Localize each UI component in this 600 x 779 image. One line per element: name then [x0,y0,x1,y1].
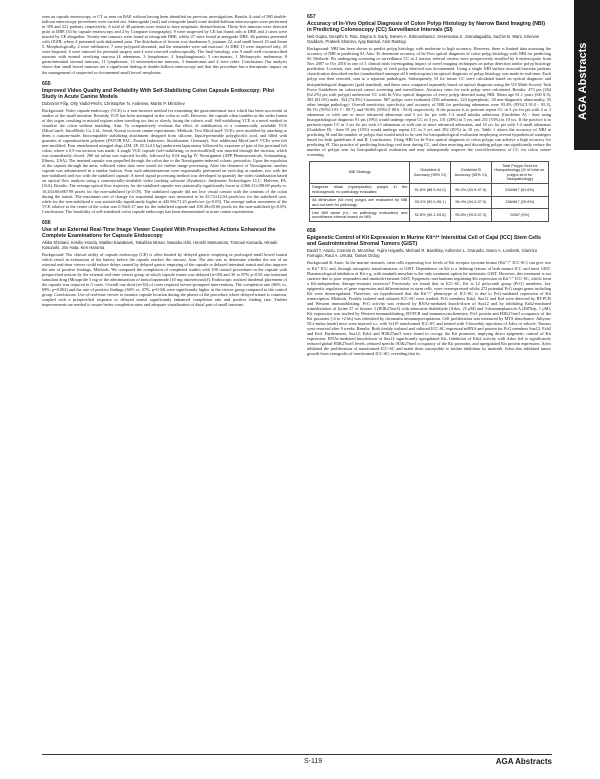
abstract-title: Accuracy of In-Vivo Optical Diagnosis of Colon Polyp Histology by Narrow Band Imaging (NBI) in Predicting Colonoscopy (CC) Surveillance Intervals (SI) [307,21,545,34]
table-cell: All diminutive (≤5 mm) polyps are evaluated by NBI and not sent for pathology [310,196,410,209]
abstract-number: 656 [42,219,51,226]
table-cell: 534/867 (61.6%) [491,183,548,196]
table-cell: 92.8% (90.1-94.8) [410,209,451,222]
abstract-number: 657 [307,14,316,20]
table-cell: 96.4% (94.2-97.9) [451,196,492,209]
table-row [310,183,549,196]
table-row [310,196,549,209]
abstract-authors: Akiko Shiotani, Kimiko Honda, Makiko Kawakami, Takahisa Murao, Manabu Ishii, Hiroshi Matsumoto, Tomoari Kamada, Hiroaki Kusunoki, Jiro Hata, Ken Haruma [42,239,278,250]
table-row [310,209,549,222]
nbi-table [309,161,549,222]
journal-name: AGA Abstracts [495,757,552,766]
abstract-authors: David T. Asuzu, Cosmin D. McArthur, Yujiro Hayashi, Michael R. Bardsley, Adrienne L. Granado, Gwen A. Lomberk, Gianrico Farrugia, Raul A. Urrutia, Tamas Ordog [307,248,538,259]
abstract-body: Background: Video capsule endoscopy (VCE) is a non-invasive method for examining the gastrointestinal tract which has been successful in studies of the small intestine. Recently VCE has been attempted in the colon as well. However, the capsule often tumbles in the wider lumen of this organ, resulting in missed regions when traveling too fast or slowly facing the colonic wall. Self-stabilizing VCE is a novel method to visualize the colon without tumbling. Aim: To comparatively evaluate the effect of stabilization of a commercially available VCE (MiroCam®, IntroMedic Co. Ltd., Seoul, Korea) in acute canine experiments. Methods: Two MiroCam® VCEs were modified by attaching to them a custom-made, biocompatible stabilizing attachment designed from silicone, liquid-permeable polyglycolic acid, and filled with granules of superabsorbent polymer (FAVOR PAC, Evonik Industries, Stockhausen, Germany). Two additional MiroCam® VCEs were left non-modified. Four anesthetized mongrel dogs (2M, 2F, 25.3±4.5 kg) underwent laparotomy followed by exposure of part of the proximal left colon, where a 0.5-cm incision was made. A single VCE capsule (self-stabilizing, or non-modified) was inserted through the incision, which was immediately closed. 200 ml saline was injected locally, followed by 0.04 mg/kg IV Neostigmine (APP Pharmaceuticals, Schaumburg, Illinois, USA). The inserted capsule was propelled through the colon due to the Neostigmine-induced colonic peristalsis. Upon the expulsion of the capsule through the anus, collected video data were stored for further image processing. After the clearance of Neostigmine, another capsule was administered in a similar fashion. Four such administrations were sequentially performed on each dog at random, two with the non-stabilized and two with the stabilized capsule. A novel signal processing method was developed to quantify the video stabilization based on optical flow analysis using a commercially-available video tracking software (Synthetyx: Andreasen Technologies LLC, Malvern, PA, USA). Results: The average optical flow trajectory for the stabilized capsule was statistically significantly lower at 4.066.21±188.69 pixels vs. 10,434.66±867.98 pixels for the non-stabilized (p<0.05). The stabilized capsule did not lose visual contact with the contents of the colon during the transit. The maximum rate of change for sequential images was measured to be 43.72±12.04 pixels/sec for the stabilized case, while for the non-stabilized it was statistically significantly higher at 445.96±71.23 pixels/sec (p<0.05). The average radius movement of the VCE relative to the center of the colon was 0.94±0.27 mm for the stabilized capsule and 100.38±49.66 pixels for the non-stabilized (p<0.05). Conclusions: The feasibility of self-stabilized colon capsule endoscopy has been demonstrated in acute canine experiments. [42,107,287,214]
table-header: NBI Strategy [310,162,410,184]
abstract-title: Use of an External Real-Time Image Viewer Coupled With Prespecified Actions Enhanced the Complete Examinations for Capsule Endoscopy [42,226,276,239]
abstract-body: Background: NBI has been shown to predict polyp histology with moderate to high accuracy. However, there is limited data assessing the accuracy of NBI in predicting SI. Aim: To determine accuracy of In-Vivo optical diagnosis of colon polyp histology with NBI for predicting SI. Methods: Pts undergoing screening or surveillance CC at 2 tertiary referral centers were prospectively enrolled by 6 endoscopists from Nov 2007 to Oct 2010 in one of 3 clinical trials investigating impact of novel imaging techniques on polyp detection and/or polyp histology prediction. Location, size, and morphology of each polyp detected was documented. Using a single NBI surface mucosal/vascular patterns classification described earlier (standardized amongst all 6 endoscopists) an optical diagnosis of polyp histology was made in real-time. Each polyp was then resected, sent to a separate pathologist. Subsequently, SI for future CC were calculated based on optical diagnosis and histopathological diagnosis (gold standard), and these were compared separately based on optical diagnosis using the US Multi-Society Task Force Guidelines on colorectal cancer screening and surveillance. Accuracy rates for each polyp were calculated. Results: 473 pts (264 (62.2%) pts with polyps) underwent CC with In-Vivo optical diagnosis of every polyp detected using NBI. Mean age 61.1 years (SD 8.3), 383 (81.0%) male, 354 (74.8%) Caucasian. 867 polyps were evaluated (356 adenomas, 224 hyperplastic, 30 non-diagnostic abnormality, 35 other benign pathology). Overall sensitivity, specificity, and accuracy of NBI for predicting adenomas were 93.4% (95%CI 91.0 - 95.3), 86.1% (95%CI 81.7 - 89.7), and 90.8% (95%CI 88.6 - 92.6) respectively. If the practice is to perform repeat CC in 3 yrs for pts with 2 or 3 adenomas or with one or more advanced adenomas and 5 yrs for pts with 1-2 small tubular adenomas (Guideline A) - then using histopathological diagnosis 91 pts (19%) would undergo repeat CC in 3 yrs, 131 (28%) in 5 yrs, and 251 (53%) in 10 yrs. If the practice is to perform repeat CC in 3 yrs for pts with ≥3 adenomas or with one or more advanced adenomas, and 10 yrs for pts with 1-2 small adenomas (Guideline B) - then 91 pts (19%) would undergo repeat CC in 3 yrs and 382 (81%) in 10 yrs. Table 1 shows the accuracy of NBI in predicting SI and the number of polyps that would need to be sent for histopathological evaluation employing several hypothetical strategies based for both guidelines A and B. Conclusions: Using NBI for In-Vivo optical diagnosis of colon polyps can achieve a high accuracy for predicting SI. This practice of predicting histology real time during CC, and then resecting and discarding polyps can significantly reduce the number of polyps sent for histopathological evaluation and may subsequently improve the cost-effectiveness of CC for colon cancer screening. [307,46,551,158]
abstract-number: 655 [42,80,51,87]
abstract-body: Background: The clinical utility of capsule endoscopy (CE) is often limited by delayed gastric emptying or prolonged small bowel transit which result in exhaustion of the battery before the capsule reaches the caecum. Aim: The aim was to determine whether the use of an external real-time viewer could reduce delays caused by delayed gastric emptying of the capsule or delayed intestinal transit and also improve the rate of positive findings. Methods: We compared the completion of completed studies with 100 control procedures in the capsule with prespecified actions by the external real-time viewer group in which capsule transit was delayed (n=49) and 36 vs 87% p<0.05 one intestinal stimulant drug (Mosapride 5 mg or the administration of metoclopramide (10 mg intravenously)). Endoscopic assisted duodenal placement of the capsule was required in 3 cases. Overall one third (n=33) of cases required viewer-prompted interventions. The completion rate (86% vs. 69%, p=0.002) and the rate of positive findings (60% vs. 47%, p=0.04) were significantly higher in the viewer group compared to the control group. Conclusions: Use of real-time viewer to monitor capsule location during the phases of the procedure where delayed transit is common, coupled with a prespecified response to delayed transit significantly enhanced completion rate and positive finding rate. Further improvements are needed to assure better completion rates and adequate visualization of distal part of small intestine. [42,251,287,308]
abstract-657 [307,14,551,157]
abstract-body: Background & Aims: In the murine stomach, stem cells expressing low levels of Kit receptor tyrosine kinase (Kit⁺/⁺ ICC-SC) can give rise to Kit⁺ ICC and, through oncogenic transformation, to GIST. Dependence on Kit is a defining feature of both mature ICC and most GIST. Pharmacological inhibition of Kit e.g. with imatinib mesylate is the only treatment option for metastatic GIST. However, this treatment is not curative due to poor responders and imatinib-resistant GIST. Epigenetic mechanisms regulating Kit expression in Kit⁺/⁺ ICC-SC, which form a Kit-independent, therapy-resistant reservoir? Previously we found that in ICC-SC, Kit is 12 polycomb group (PcG) members, key epigenetic regulators of gene expression and differentiation in stem cells, were overexpressed whilst 272 potential PcG target genes including Kit were downregulated. Therefore, we hypothesized that the Kit⁺/⁺ phenotype of ICC-SC is due to PcG-mediated repression of Kit transcription. Methods: Freshly isolated and cultured ICC-SC were studied. PcG members Ezh2, Suz12 and Eed were detected by RT-PCR and Western immunoblotting. PcG activity was reduced by RNAi-mediated knock-down of Suz12 and by inhibiting Ezh2-mediated trimethylation of lysine 27 of histone 3 (H3K27me3) with adenosine dialdehyde (Adox, 25 μM) and 3-deazaneplanocin A (DZNep, 1 μM). Kit expression was studied by Western immunoblotting, RT-PCR and immunocytochemistry. PcG protein and H3K27me3 occupancy of the Kit promoter (-4 to +2 kb) was identified by chromatin immunoprecipitation. Cell proliferation was measured by MTS absorbance. Athymic NCr-nu/nu (nude) mice were injected s.c. with 5x10⁶ transformed ICC-SC and treated with 3 biweekly injections of Adox or vehicle. Tumors were resected after 9 weeks. Results: Both freshly isolated and cultured ICC-SC expressed mRNA and protein for PcG members Suz12, Ezh2 and Eed. Furthermore, Suz12, Ezh2 and H3K27me3 were found to occupy the Kit promoter, implying direct epigenetic control of Kit expression. RNAi-mediated knockdown of Suz12 significantly upregulated Kit. Inhibition of Ezh2 activity with Adox led to significantly reduced global H3K27me3 levels, reduced specific H3K27me3 occupancy of the Kit promoter, and upregulated Kit protein expression. Adox inhibited the proliferation of transformed ICC-SC and made them susceptible to further inhibition by imatinib. Adox also inhibited tumor growth from xenografts of transformed ICC-SC, revealing that its [307,260,551,357]
table-cell: 258/867 (29.8%) [491,196,548,209]
abstract-continuation: seen on capsule enteroscopy or CT or seen on BAE without having been identified on previous investigations. Results A total of 580 double-balloon enteroscopy procedures were carried out. Anterograde (oral) and retrograde (anal) route double-balloon enteroscopies were performed in 359 and 221 patients, respectively. A total of 48 patients were found to have neoplastic disease/lesions. Thirty-five tumours were detected prior to DBE (33 by capsule enteroscopy and 2 by Computer tomography), 9 were suspected by CE but found only at DBE and 2 cases were missed by CE altogether. Twenty-one tumours were found at retrograde DBE, whilst 27 were found at antegrade DBE. 46 patients presented with OGIB, where 2 presented with abdominal pain. The distribution of lesions was duodenum 5, jejunum 22, mid small bowel 10 and ileum 5. Morphologically, 2 were infiltrative, 7 were polypoid/ulcerated, and the remainder were sub mucosal. At DBE 13 were inspected only, 25 were biopsied, 6 were tattooed for potential surgery and 4 were resected endoscopically. The final histology was 9 small well-circumscribed tumours with normal overlying mucosa (4 adenomas, 3 lymphomas, 2 lymphangiomas), 5 carcinomas, 1 Melanocytic melanoma, 8 gastrointestinal stromal tumours, 11 lymphomas, 13 neuroendocrine tumours, 3 hamartomas and 4 were other. Conclusions Our analysis shows that small bowel tumours are a significant finding at double-balloon enteroscopy and that this procedure has a therapeutic impact on the management of suspected or documented small bowel neoplasms. [42,14,287,75]
table-cell: 95.8% (93.5-97.3) [451,209,492,222]
abstract-number: 658 [307,228,316,235]
table-cell: Diagnose distal (hyperplastic) polyps in the rectosigmoid, no pathology evaluated [310,183,410,196]
table-cell: 91.8% (88.9-94.0) [410,183,451,196]
abstract-authors: Neil Gupta, Deepthi S. Rao, Dayna S. Early, Steven A. Edmundowicz, Sreenivasa S. Jonnalagadda, Sachin B. Wani, Srinivas Gaddam, Prateek Sharma, Ajay Bansal, Amit Rastogi [307,34,539,45]
table-header: Guideline B Accuracy (95% CI) [451,162,492,184]
table-header: Guideline A Accuracy (95% CI) [410,162,451,184]
table-cell: 93.2% (90.5-95.1) [410,196,451,209]
table-header-row [310,162,549,184]
table-cell: Use NBI alone (i.e., no pathology evaluation) and surveillance interval based on NBI [310,209,410,222]
section-tab-label: AGA Abstracts [577,42,589,120]
page-number: S-119 [304,758,323,765]
abstract-title: Improved Video Quality and Reliability With Self-Stabilizing Colon Capsule Endoscopy: Pilot Study in Acute Canine Models [42,87,275,100]
table-cell: 96.2% (93.9-97.6) [451,183,492,196]
right-column [307,14,551,358]
abstract-title: Epigenetic Control of Kit Expression in Murine Kit⁺/⁺ Interstitial Cell of Cajal (ICC) Stem Cells and Gastrointestinal Stromal Tumors (GIST) [307,235,541,248]
abstract-655 [42,81,287,214]
page-footer [42,754,552,769]
abstract-authors: Dobromir Filip, Orly Yadid-Pecht, Christopher N. Andrews, Martin P. Mintchev [42,100,185,106]
abstract-658 [307,228,551,356]
table-cell: 0/867 (0%) [491,209,548,222]
section-tab [574,0,600,150]
left-column [42,14,287,309]
table-header: Total Polyps Sent for Histopathology (% of total no. polyps sent for histopathology) [491,162,548,184]
abstract-656 [42,220,287,308]
